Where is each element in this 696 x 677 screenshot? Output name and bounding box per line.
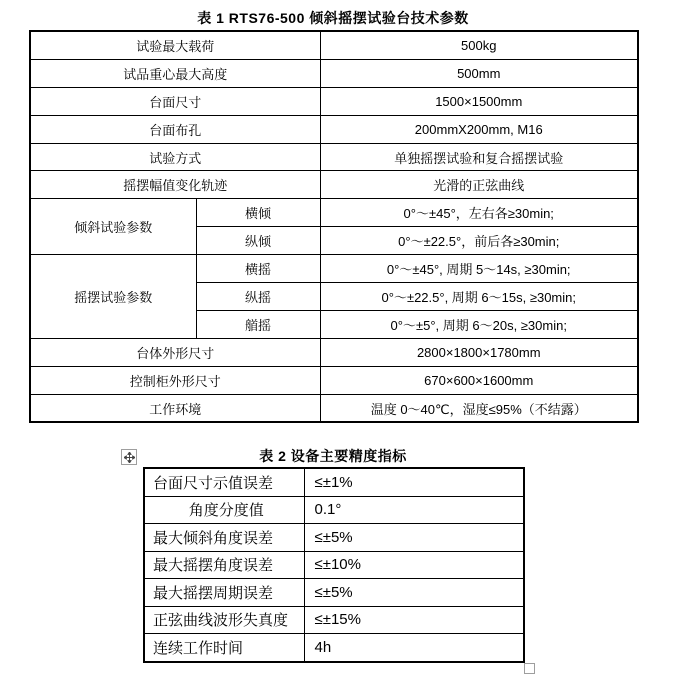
table-row [144,606,524,634]
param-value: 200mmX200mm, M16 [320,115,638,143]
spec-label: 正弦曲线波形失真度 [144,606,304,634]
spec-label: 角度分度值 [144,496,304,524]
spec-value: 4h [304,634,524,662]
table-row [144,496,524,524]
param-value: 0°～±45°, 周期 5～14s, ≥30min; [320,255,638,283]
table-row [144,634,524,662]
table-row [30,171,638,199]
spec-label: 台面尺寸示值误差 [144,468,304,496]
param-value: 光滑的正弦曲线 [320,171,638,199]
param-group-label: 摇摆试验参数 [30,255,196,339]
table-row [144,579,524,607]
table-move-handle[interactable] [121,449,137,465]
spec-value: 0.1° [304,496,524,524]
spec-label: 连续工作时间 [144,634,304,662]
table-row [30,338,638,366]
param-value: 1500×1500mm [320,87,638,115]
param-label: 台面尺寸 [30,87,320,115]
param-label: 控制柜外形尺寸 [30,366,320,394]
param-label: 摇摆幅值变化轨迹 [30,171,320,199]
table1-title: 表 1 RTS76-500 倾斜摇摆试验台技术参数 [197,10,469,26]
table-row [30,31,638,59]
spec-value: ≤±5% [304,579,524,607]
spec-value: ≤±5% [304,524,524,552]
param-label: 工作环境 [30,394,320,422]
table-row [30,394,638,422]
spec-value: ≤±1% [304,468,524,496]
param-value: 500kg [320,31,638,59]
table1 [29,30,639,423]
param-group-label: 倾斜试验参数 [30,199,196,255]
param-label: 试品重心最大高度 [30,59,320,87]
table2-title: 表 2 设备主要精度指标 [259,448,407,464]
sub-param-label: 纵摇 [196,283,320,311]
param-value: 670×600×1600mm [320,366,638,394]
sub-param-label: 艏摇 [196,310,320,338]
param-label: 台面布孔 [30,115,320,143]
table-row [30,366,638,394]
spec-label: 最大摇摆角度误差 [144,551,304,579]
table-row [30,115,638,143]
table-resize-handle-icon[interactable] [524,663,535,674]
param-label: 试验最大载荷 [30,31,320,59]
param-value: 0°～±5°, 周期 6～20s, ≥30min; [320,310,638,338]
param-value: 单独摇摆试验和复合摇摆试验 [320,143,638,171]
table-row [30,143,638,171]
sub-param-label: 纵倾 [196,227,320,255]
param-label: 试验方式 [30,143,320,171]
spec-value: ≤±15% [304,606,524,634]
param-value: 0°～±22.5°，前后各≥30min; [320,227,638,255]
spec-value: ≤±10% [304,551,524,579]
table-row [30,59,638,87]
param-value: 2800×1800×1780mm [320,338,638,366]
sub-param-label: 横倾 [196,199,320,227]
table-move-handle-icon [124,452,135,463]
spec-label: 最大倾斜角度误差 [144,524,304,552]
table-row [30,199,638,227]
table2 [143,467,525,663]
param-value: 温度 0～40℃，湿度≤95%（不结露） [320,394,638,422]
param-value: 0°～±22.5°, 周期 6～15s, ≥30min; [320,283,638,311]
table-row [30,255,638,283]
table-row [144,468,524,496]
sub-param-label: 横摇 [196,255,320,283]
param-value: 0°～±45°，左右各≥30min; [320,199,638,227]
param-label: 台体外形尺寸 [30,338,320,366]
table-row [30,87,638,115]
spec-label: 最大摇摆周期误差 [144,579,304,607]
table-row [144,524,524,552]
param-value: 500mm [320,59,638,87]
table-row [144,551,524,579]
